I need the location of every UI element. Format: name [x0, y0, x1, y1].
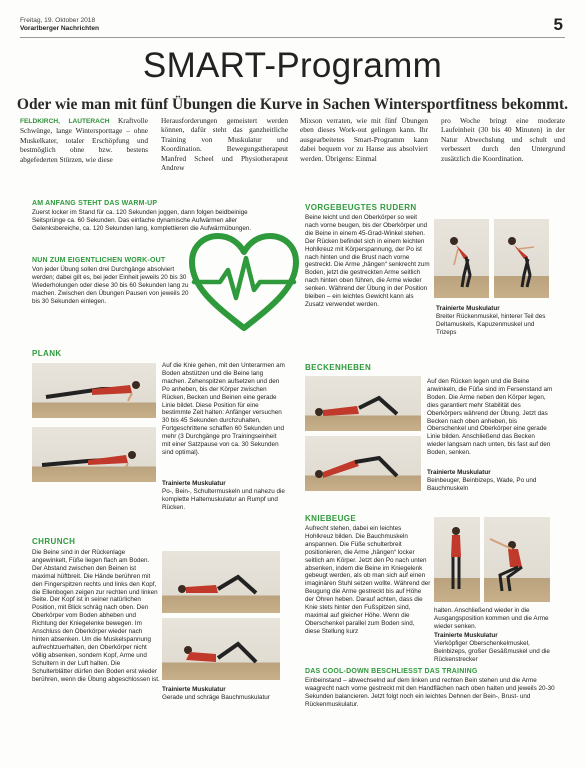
page-title: SMART-Programm — [142, 46, 443, 85]
rudern-muskel-text: Breiter Rückenmuskel, hinterer Teil des Deltamuskels, Kapuzenmuskel und Trizeps — [436, 313, 546, 336]
beckenheben-photo-1 — [305, 376, 421, 431]
kniebeuge-heading: KNIEBEUGE — [305, 514, 357, 523]
workout-text: Von jeder Übung sollen drei Durchgänge absolviert werden; dabei gilt es, bei jeder Einheit jeweils 20 bis 30 Wiederholungen oder diese 30 bis 60 Sekunden lang zu machen. Zwischen den Übungen Pausen von jeweils 20 bis 30 Sekunden einlegen. — [32, 266, 189, 305]
kniebeuge-photo-1 — [434, 517, 480, 602]
page-number: 5 — [553, 15, 563, 34]
rudern-muskel-heading: Trainierte Muskulatur — [436, 305, 500, 312]
page-subtitle: Oder wie man mit fünf Übungen die Kurve in Sachen Wintersportfitness bekommt. — [16, 96, 569, 113]
masthead — [20, 17, 99, 33]
beckenheben-muskel-heading: Trainierte Muskulatur — [427, 469, 491, 476]
cooldown-heading: DAS COOL-DOWN BESCHLIESST DAS TRAINING — [305, 668, 478, 675]
intro-column-3: Mixson verraten, wie mit fünf Übungen eben dieses Work-out gelingen kann. Ihr ausgearbeitetes Smart-Programm kann dabei bequem vor zu Hause aus absolviert werden. Übrigens: Einmal — [300, 116, 428, 163]
kniebeuge-muskel-heading: Trainierte Muskulatur — [434, 632, 498, 639]
chrunch-muskel-text: Gerade und schräge Bauchmuskulatur — [162, 694, 270, 701]
chrunch-heading: CHRUNCH — [32, 537, 76, 546]
chrunch-photo-2 — [162, 618, 280, 680]
intro-column-1: FELDKIRCH, LAUTERACH Kraftvolle Schwünge, lange Wintersporttage – ohne Muskelkater, totaler Erschöpfung und bestmöglich ohne bzw. bestens abgefederten Stürzen, wie diese — [20, 116, 148, 164]
workout-heading: NUN ZUM EIGENTLICHEN WORK-OUT — [32, 257, 166, 264]
rudern-photo-1 — [434, 219, 489, 298]
rudern-text: Beine leicht und den Oberkörper so weit nach vorne beugen, bis der Oberkörper und die Beine in einem 45-Grad-Winkel stehen. Der Rücken befindet sich in einem leichten Hohlkreuz mit Körperspannung, der Po ist nach hinten und die Brust nach vorne gestreckt. Die Arme „hängen“ senkrecht zum Boden, jetzt die gestreckten Arme seitlich nach hinten oben führen, die Arme wieder senken. Während der Übung in der Position bleiben – ein leichtes Gewicht kann als Zusatz verwendet werden. — [305, 214, 430, 308]
chrunch-photo-1 — [162, 551, 280, 613]
kniebeuge-muskel-text: Vierköpfiger Oberschenkelmuskel, Beinbizeps, großer Gesäßmuskel und die Rückenstrecker — [434, 640, 550, 663]
chrunch-text: Die Beine sind in der Rückenlage angewinkelt, Füße liegen flach am Boden. Der Abstand zwischen den Beinen ist maximal hüftbreit. Die Hände berühren mit den Fingerspitzen rechts und links den Kopf, die Ellenbogen zeigen zur rechten und linken Seite. Der Kopf ist in seiner natürlichen Position, mit Blick schräg nach oben. Den Oberkörper vom Boden abheben und Richtung der Kniegelenke bewegen. Im Anschluss den Oberkörper wieder nach hinten absenken. Um die Muskelspannung aufrechtzuerhalten, den Oberkörper nicht völlig absenken, sondern Kopf, Arme und Schultern in der Luft halten. Die Schulterblätter dürfen den Boden erst wieder berühren, wenn die Übung abgeschlossen ist. — [32, 549, 160, 683]
heart-pulse-icon — [186, 232, 302, 334]
rudern-heading: VORGEBEUGTES RUDERN — [305, 203, 417, 212]
beckenheben-photo-2 — [305, 436, 421, 491]
rudern-photo-2 — [494, 219, 549, 298]
dateline: FELDKIRCH, LAUTERACH — [20, 118, 110, 125]
warmup-text: Zuerst locker im Stand für ca. 120 Sekunden joggen, dann folgen beidbeinige Seitsprünge ca. 60 Sekunden. Das einfache dynamische Aufwärmen aller Gelenksbereiche, ca. 120 Sekunden lang, komplettieren die Aufwärmübungen. — [32, 209, 252, 232]
chrunch-muskel-heading: Trainierte Muskulatur — [162, 686, 226, 693]
intro-column-4: pro Woche bringt eine moderate Laufeinheit (30 bis 40 Minuten) in der Natur Abwechslung und schult und verbessert durch den Untergrund zusätzlich die Koordination. — [441, 116, 565, 163]
plank-muskel-heading: Trainierte Muskulatur — [162, 480, 226, 487]
beckenheben-muskel-text: Beinbeuger, Beinbizeps, Wade, Po und Bauchmuskeln — [427, 477, 537, 492]
beckenheben-text: Auf den Rücken legen und die Beine anwinkeln, die Füße sind im Fersenstand am Boden. Die Arme neben den Körper legen, dies garantiert mehr Stabilität des Oberkörpers während der Übung. Jetzt das Becken nach oben anheben, bis Oberschenkel und Oberkörper eine gerade Linie bilden. Anschließend das Becken wieder langsam nach unten, bis fast auf den Boden, senken. — [427, 378, 553, 457]
newspaper-name: Vorarlberger Nachrichten — [20, 25, 100, 32]
intro-column-2: Herausforderungen gemeistert werden können, dafür steht das ganzheitliche Training von Muskulatur und Koordination. Bewegungstherapeut Manfred Scheel und Physiotherapeut Andrew — [161, 116, 288, 173]
warmup-heading: AM ANFANG STEHT DAS WARM-UP — [32, 200, 158, 207]
plank-photo-1 — [32, 363, 156, 418]
plank-photo-2 — [32, 427, 156, 482]
kniebeuge-photo-2 — [484, 517, 550, 602]
plank-text: Auf die Knie gehen, mit den Unterarmen am Boden abstützen und die Beine lang machen. Zehenspitzen aufsetzen und den Po anheben, bis der Körper zwischen Rücken, Becken und Beinen eine gerade Linie bildet. Diese Position für eine bestimmte Zeit halten: Anfänger versuchen 30 bis 45 Sekunden durchzuhalten, Fortgeschrittene schaffen 60 Sekunden und mehr (3 Durchgänge pro Trainingseinheit mit einer Satzpause von ca. 30 Sekunden sind optimal). — [162, 362, 285, 456]
kniebeuge-text-continued: halten. Anschließend wieder in die Ausgangsposition kommen und die Arme wieder senken. — [434, 607, 549, 630]
cooldown-text: Einbeinstand – abwechselnd auf dem linken und rechten Bein stehen und die Arme waagrecht nach vorne gestreckt mit den Handflächen nach oben halten und jeweils 20-30 Sekunden balancieren. Jetzt folgt noch ein leichtes Dehnen der Bein-, Brust- und Rückenmuskulatur. — [305, 677, 555, 708]
issue-date: Freitag, 19. Oktober 2018 — [20, 17, 96, 24]
plank-muskel-text: Po-, Bein-, Schultermuskeln und nahezu die komplette Haltemuskulatur an Rumpf und Rücken. — [162, 488, 285, 511]
kniebeuge-text: Aufrecht stehen, dabei ein leichtes Hohlkreuz bilden. Die Bauchmuskeln anspannen. Die Füße schulterbreit positionieren, die Arme „hängen“ locker seitlich am Körper. Jetzt den Po nach unten absenken, indem die Beine im Kniegelenk gebeugt werden, als ob man sich auf einen imaginären Stuhl setzen wollte. Während der Beugung die Arme gestreckt bis auf Höhe der Ohren heben. Darauf achten, dass die Knie stets hinter den Fußspitzen sind, maximal auf gleicher Höhe. Wenn die Oberschenkel parallel zum Boden sind, diese Stellung kurz — [305, 525, 431, 635]
plank-heading: PLANK — [32, 349, 62, 358]
beckenheben-heading: BECKENHEBEN — [305, 363, 372, 372]
header-divider — [20, 37, 565, 38]
